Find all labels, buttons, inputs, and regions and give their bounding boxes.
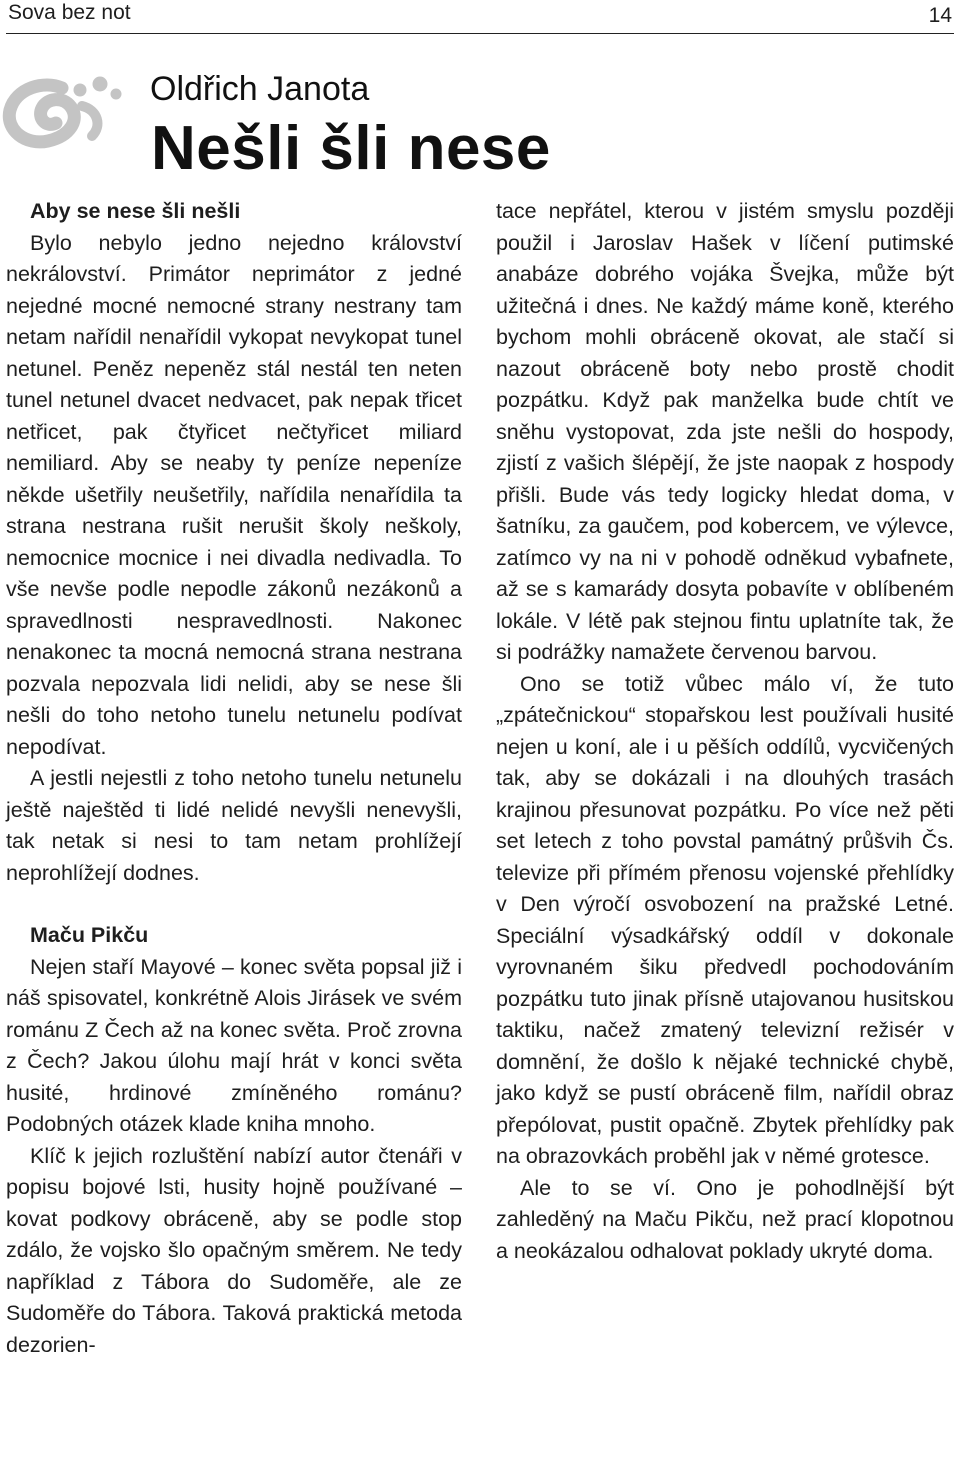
paragraph: Ono se totiž vůbec málo ví, že tuto „zpátečnickou“ stopařskou lest používali husité nejen u koní, ale i u pěších oddílů, vycvičených tak, aby se dokázali i na dlouhých trasách krajinou přesunovat pozpátku. Po více než pěti set letech z toho povstal památný průšvih Čs. televize při přímém přenosu vojenské přehlídky v Den výročí osvobození na pražské Letné. Speciální výsadkářský oddíl v dokonale vyrovnaném šiku předvedl pochodováním pozpátku tuto jinak přísně utajovanou husitskou taktiku, načež zmatený televizní režisér v domnění, že došlo k nějaké technické chybě, jako když se pustí obráceně film, nařídil obraz přepólovat, pustit opačně. Zbytek přehlídky pak na obrazovkách proběhl jak v němé grotesce.: [496, 671, 954, 1168]
running-title: Sova bez not: [8, 1, 131, 24]
author-name: Oldřich Janota: [150, 70, 370, 108]
running-header: [6, 0, 954, 34]
paragraph: Klíč k jejich rozluštění nabízí autor čtenáři v popisu bojové lsti, husity hojně používané – kovat podkovy obráceně, aby se podle stop zdálo, že vojsko šlo opačným směrem. Ne tedy například z Tábora do Sudoměře, ale ze Sudoměře do Tábora. Taková praktická metoda dezorien-: [6, 1143, 462, 1357]
page-number: 14: [928, 4, 952, 27]
section-heading: Maču Pikču: [30, 923, 149, 947]
section-heading: Aby se nese šli nešli: [30, 199, 241, 223]
paragraph: Nejen staří Mayové – konec světa popsal již i náš spisovatel, konkrétně Alois Jirásek ve svém románu Z Čech až na konec světa. Proč zrovna z Čech? Jakou úlohu mají hrát v konci světa husité, hrdinové zmíněného románu? Podobných otázek klade kniha mnoho.: [6, 954, 462, 1136]
spiral-logo-icon: [0, 70, 140, 150]
article-title: Nešli šli nese: [151, 114, 551, 183]
right-column: [496, 196, 954, 1267]
left-column: [6, 196, 462, 1361]
paragraph: Bylo nebylo jedno nejedno království nekrálovství. Primátor neprimátor z jedné nejedné mocné nemocné strany nestrany tam netam nařídil nenařídil vykopat nevykopat tunel netunel. Peněz nepeněz stál nestál ten neten tunel netunel dvacet nedvacet, pak nepak třicet netřicet, pak čtyřicet nečtyřicet miliard nemiliard. Aby se neaby ty peníze nepeníze někde ušetřily neušetřily, nařídila nenařídila ta strana nestrana rušit nerušit školy neškoly, nemocnice mocnice i nei divadla nedivadla. To vše nevše podle nepodle zákonů nezákonů a spravedlnosti nespravedlnosti. Nakonec nenakonec ta mocná nemocná strana nestrana pozvala nepozvala lidi nelidi, aby se nese šli nešli do toho netoho tunelu netunelu podívat nepodívat.: [6, 230, 462, 759]
paragraph: Ale to se ví. Ono je pohodlnější být zahleděný na Maču Pikču, než prací klopotnou a neokázalou odhalovat poklady ukryté doma.: [496, 1175, 954, 1263]
paragraph: A jestli nejestli z toho netoho tunelu netunelu ještě naještěd ti lidé nelidé nevyšli nenevyšli, tak netak si nesi to tam netam prohlížejí neprohlížejí dodnes.: [6, 766, 462, 885]
paragraph: tace nepřátel, kterou v jistém smyslu později použil i Jaroslav Hašek v líčení putimské anabáze dobrého vojáka Švejka, může být užitečná i dnes. Ne každý máme koně, kterého bychom mohli obráceně okovat, ale stačí si nazout obráceně boty nebo prostě chodit pozpátku. Když pak manželka bude chtít ve sněhu vystopovat, zda jste nešli do hospody, zjistí z vašich šlépějí, že jste naopak z hospody přišli. Bude vás tedy logicky hledat doma, v šatníku, za gaučem, pod kobercem, ve výlevce, zatímco vy na ni v pohodě odněkud vybafnete, až se s kamarády dosyta pobavíte v oblíbeném lokále. V létě pak stejnou fintu uplatníte tak, že si podrážky namažete červenou barvou.: [496, 199, 954, 664]
